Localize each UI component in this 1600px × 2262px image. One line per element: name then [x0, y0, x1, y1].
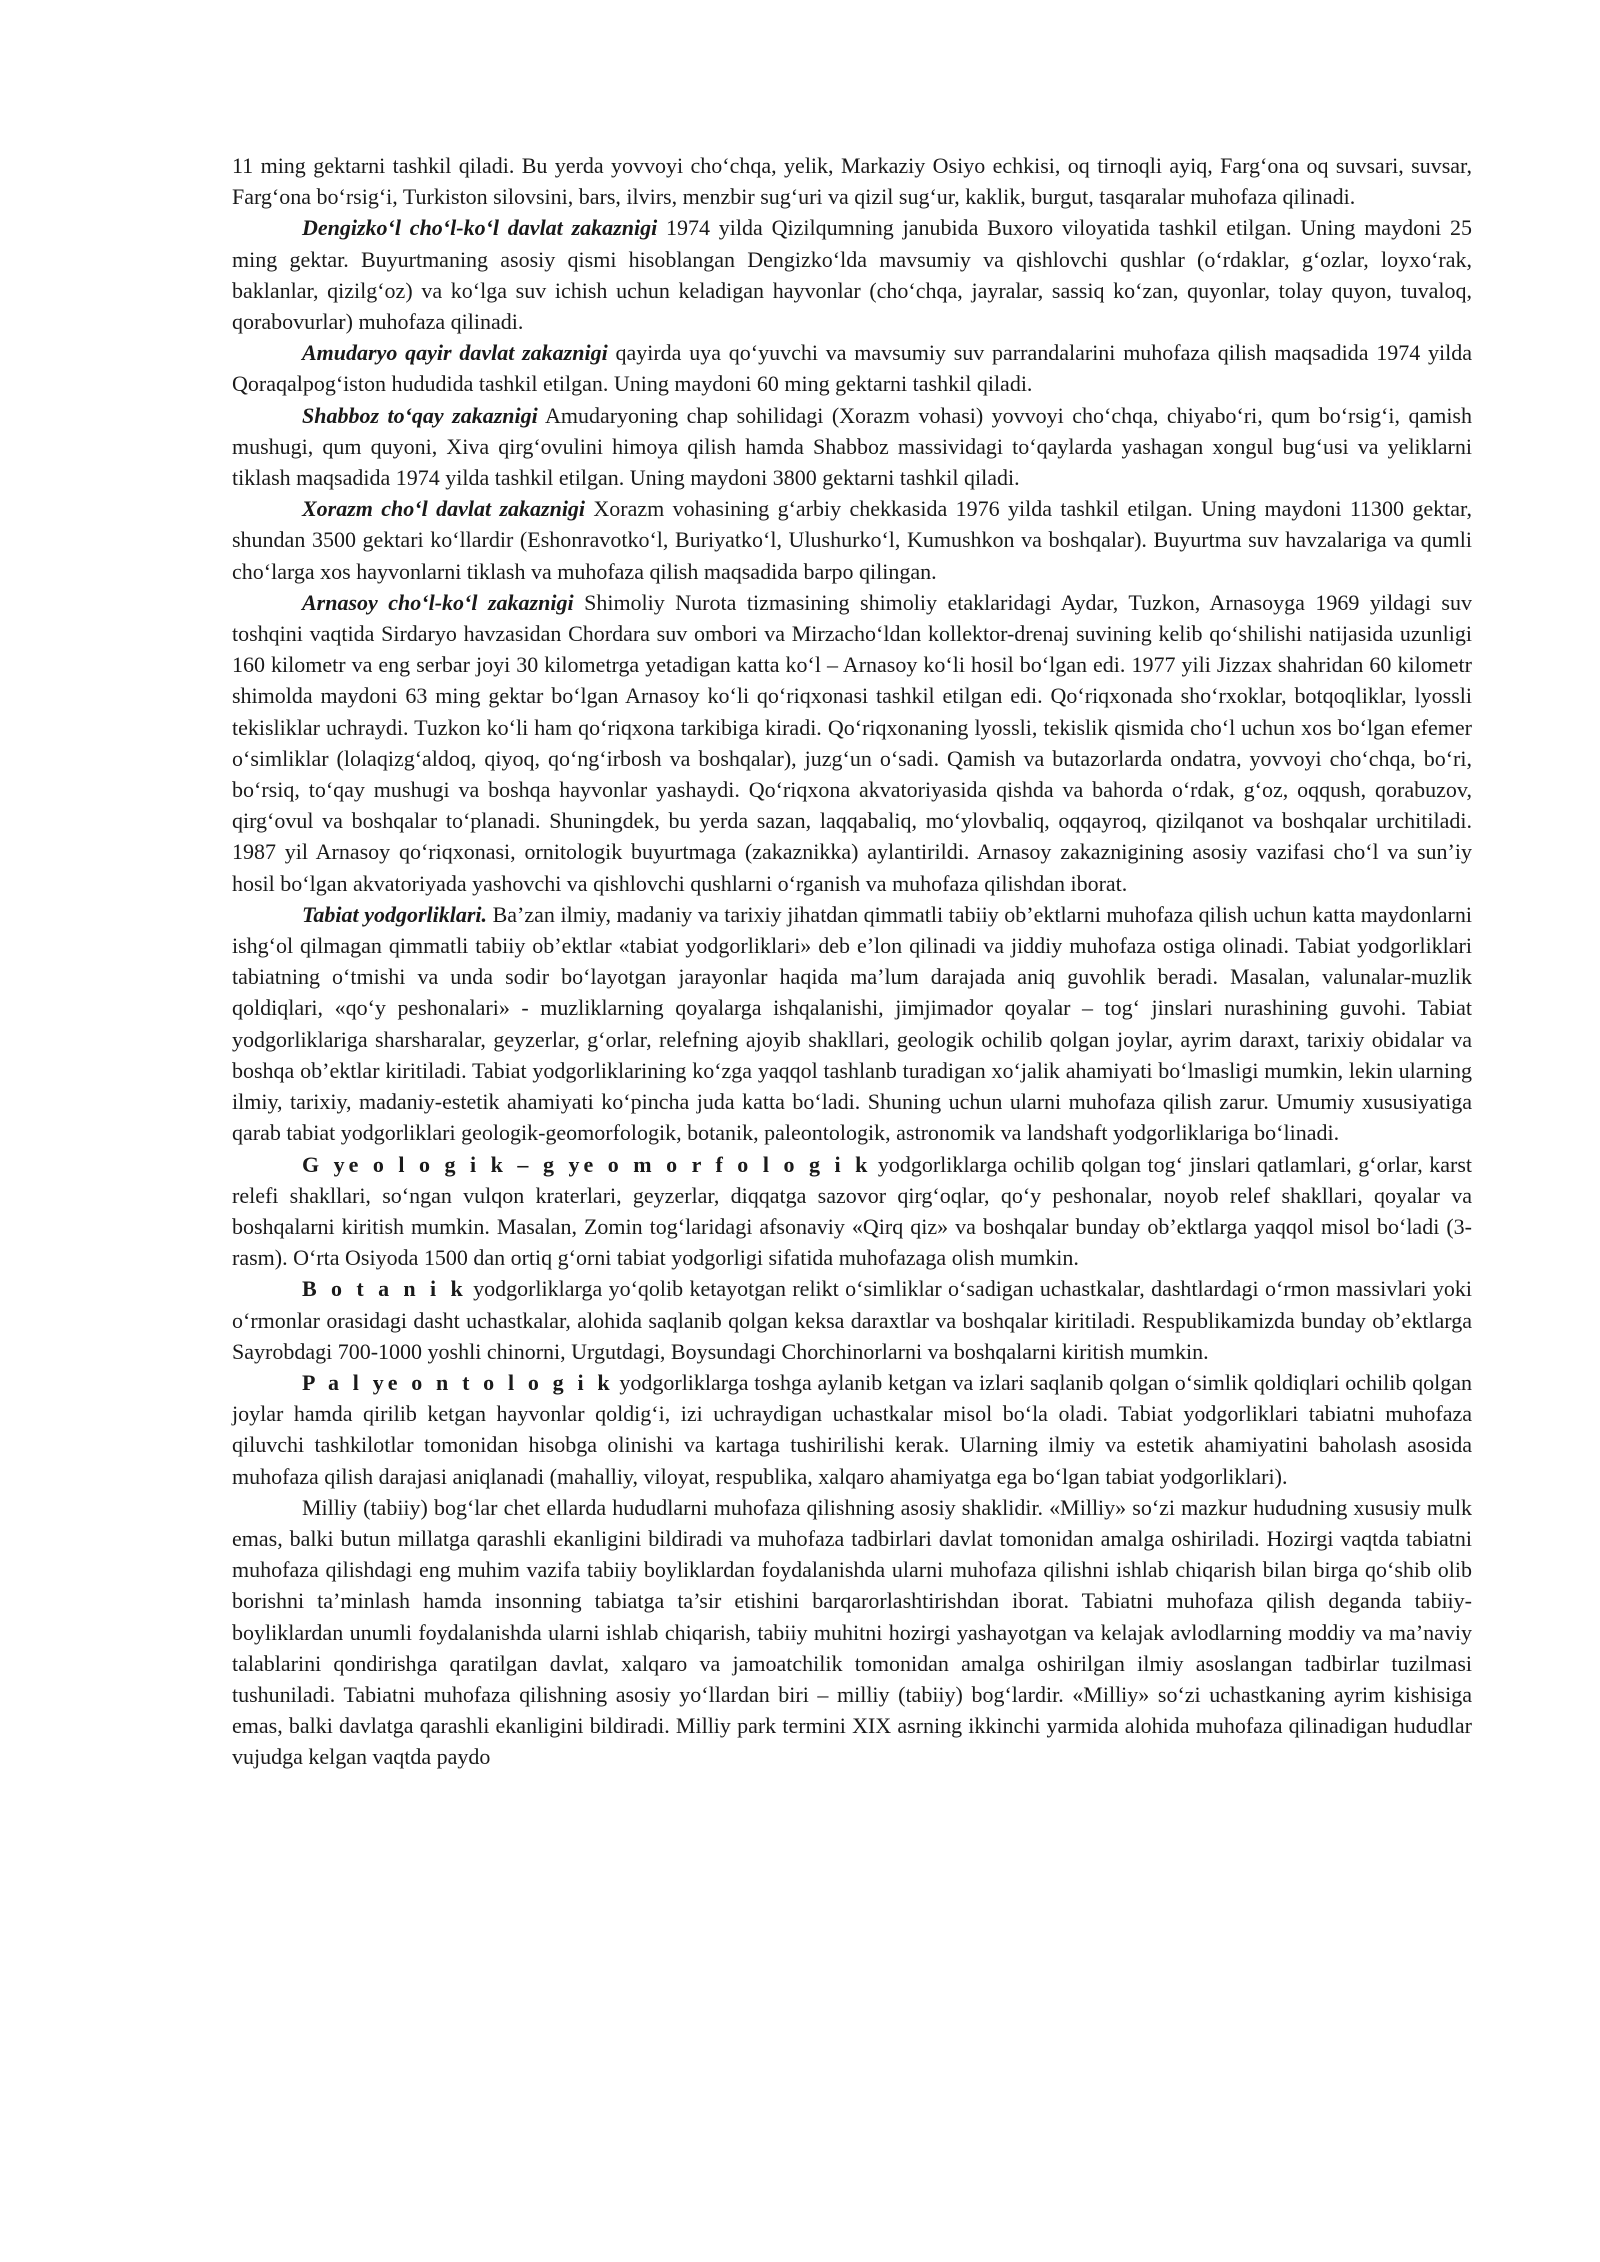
paragraph [232, 899, 1472, 1149]
paragraph-term: B o t a n i k [302, 1276, 467, 1302]
paragraph-text: Xorazm vohasining g‘arbiy chekkasida 1976 yilda tashkil etilgan. Uning maydoni 11300 gektar, shundan 3500 gektari ko‘llardir (Eshonravotko‘l, Buriyatko‘l, Ulushurko‘l, Kumushkon va boshqalar). Buyurtma suv havzalariga va qumli cho‘larga xos hayvonlarni tiklash va muhofaza qilish maqsadida barpo qilingan. [232, 496, 1472, 584]
document-body [232, 150, 1472, 1773]
paragraph-text: qayirda uya qo‘yuvchi va mavsumiy suv parrandalarini muhofaza qilish maqsadida 1974 yilda Qoraqalpog‘iston hududida tashkil etilgan. Uning maydoni 60 ming gektarni tashkil qiladi. [232, 340, 1472, 397]
paragraph-text: Ba’zan ilmiy, madaniy va tarixiy jihatdan qimmatli tabiiy ob’ektlarni muhofaza qilish uchun katta maydonlarni ishg‘ol qilmagan qimmatli tabiiy ob’ektlar «tabiat yodgorliklari» deb e’lon qilinadi va jiddiy muhofaza ostiga olinadi. Tabiat yodgorliklari tabiatning o‘tmishi va unda sodir bo‘layotgan jarayonlar haqida ma’lum darajada aniq guvohlik beradi. Masalan, valunalar-muzlik qoldiqlari, «qo‘y peshonalari» - muzliklarning qoyalarga ishqalanishi, jimjimador qoyalar – tog‘ jinslari nurashining guvohi. Tabiat yodgorliklariga sharsharalar, geyzerlar, g‘orlar, relefning ajoyib shakllari, geologik ochilib qolgan joylar, ayrim daraxt, tarixiy obidalar va boshqa ob’ektlar kiritiladi. Tabiat yodgorliklarining ko‘zga yaqqol tashlanb turadigan xo‘jalik ahamiyati bo‘lmasligi mumkin, lekin ularning ilmiy, tarixiy, madaniy-estetik ahamiyati ko‘pincha juda katta bo‘ladi. Shuning uchun ularni muhofaza qilish zarur. Umumiy xususiyatiga qarab tabiat yodgorliklari geologik-geomorfologik, botanik, paleontologik, astronomik va landshaft yodgorliklariga bo‘linadi. [232, 901, 1472, 1146]
paragraph-term: Shabboz to‘qay zakaznigi [302, 402, 538, 428]
paragraph-text: 11 ming gektarni tashkil qiladi. Bu yerda yovvoyi cho‘chqa, yelik, Markaziy Osiyo echkisi, oq tirnoqli ayiq, Farg‘ona oq suvsari, suvsar, Farg‘ona bo‘rsig‘i, Turkiston silovsini, bars, ilvirs, menzbir sug‘uri va qizil sug‘ur, kaklik, burgut, tasqaralar muhofaza qilinadi. [232, 153, 1472, 210]
paragraph [232, 400, 1472, 494]
paragraph [232, 1149, 1472, 1274]
paragraph [232, 1273, 1472, 1367]
paragraph-term: Arnasoy cho‘l-ko‘l zakaznigi [302, 589, 574, 615]
paragraph-term: P a l ye o n t o l o g i k [302, 1369, 614, 1395]
paragraph-term: Xorazm cho‘l davlat zakaznigi [302, 496, 586, 522]
paragraph-term: G ye o l o g i k – g ye o m o r f o l o g i k [302, 1151, 872, 1177]
paragraph [232, 212, 1472, 337]
paragraph [232, 587, 1472, 899]
paragraph [232, 337, 1472, 399]
paragraph-text: yodgorliklarga ochilib qolgan tog‘ jinslari qatlamlari, g‘orlar, karst relefi shakllari, so‘ngan vulqon kraterlari, geyzerlar, diqqatga sazovor qirg‘oqlar, qo‘y peshonalar, noyob relef shakllari, qoyalar va boshqalarni kiritish mumkin. Masalan, Zomin tog‘laridagi afsonaviy «Qirq qiz» va boshqalar bunday ob’ektlarga yaqqol misol bo‘ladi (3-rasm). O‘rta Osiyoda 1500 dan ortiq g‘orni tabiat yodgorligi sifatida muhofazaga olish mumkin. [232, 1151, 1472, 1271]
paragraph [232, 493, 1472, 587]
paragraph-term: Amudaryo qayir davlat zakaznigi [302, 340, 608, 366]
paragraph-term: Dengizko‘l cho‘l-ko‘l davlat zakaznigi [302, 215, 658, 241]
paragraph [232, 1492, 1472, 1773]
paragraph-text: Shimoliy Nurota tizmasining shimoliy etaklaridagi Aydar, Tuzkon, Arnasoyga 1969 yildagi suv toshqini vaqtida Sirdaryo havzasidan Chordara suv ombori va Mirzacho‘ldan kollektor-drenaj suvining kelib qo‘shilishi natijasida uzunligi 160 kilometr va eng serbar joyi 30 kilometrga yetadigan katta ko‘l – Arnasoy ko‘li hosil bo‘lgan edi. 1977 yili Jizzax shahridan 60 kilometr shimolda maydoni 63 ming gektar bo‘lgan Arnasoy ko‘li qo‘riqxonasi tashkil etilgan edi. Qo‘riqxonada sho‘rxoklar, botqoqliklar, lyossli tekisliklar uchraydi. Tuzkon ko‘li ham qo‘riqxona tarkibiga kiradi. Qo‘riqxonaning lyossli, tekislik qismida cho‘l uchun xos bo‘lgan efemer o‘simliklar (lolaqizg‘aldoq, qiyoq, qo‘ng‘irbosh va boshqalar), juzg‘un o‘sadi. Qamish va butazorlarda ondatra, yovvoyi cho‘chqa, bo‘ri, bo‘rsiq, to‘qay mushugi va boshqa hayvonlar yashaydi. Qo‘riqxona akvatoriyasida qishda va bahorda o‘rdak, g‘oz, oqqush, qorabuzov, qirg‘ovul va boshqalar to‘planadi. Shuningdek, bu yerda sazan, laqqabaliq, mo‘ylovbaliq, oqqayroq, qizilqanot va boshqalar urchitiladi. 1987 yil Arnasoy qo‘riqxonasi, ornitologik buyurtmaga (zakaznikka) aylantirildi. Arnasoy zakaznigining asosiy vazifasi cho‘l va sun’iy hosil bo‘lgan akvatoriyada yashovchi va qishlovchi qushlarni o‘rganish va muhofaza qilishdan iborat. [232, 589, 1472, 896]
paragraph-term: Tabiat yodgorliklari. [302, 901, 488, 927]
paragraph-text: yodgorliklarga toshga aylanib ketgan va izlari saqlanib qolgan o‘simlik qoldiqlari ochilib qolgan joylar hamda qirilib ketgan hayvonlar qoldig‘i, izi uchraydigan uchastkalar misol bo‘la oladi. Tabiat yodgorliklari tabiatni muhofaza qiluvchi tashkilotlar tomonidan hisobga olinishi va kartaga tushirilishi kerak. Ularning ilmiy va estetik ahamiyatini baholash asosida muhofaza qilish darajasi aniqlanadi (mahalliy, viloyat, respublika, xalqaro ahamiyatga ega bo‘lgan tabiat yodgorliklari). [232, 1369, 1472, 1489]
paragraph [232, 150, 1472, 212]
paragraph-text: Milliy (tabiiy) bog‘lar chet ellarda hududlarni muhofaza qilishning asosiy shaklidir. «Milliy» so‘zi mazkur hududning xususiy mulk emas, balki butun millatga qarashli ekanligini bildiradi va muhofaza tadbirlari davlat tomonidan amalga oshiriladi. Hozirgi vaqtda tabiatni muhofaza qilishdagi eng muhim vazifa tabiiy boyliklardan foydalanishda ularni muhofaza qilishni ishlab chiqarish bilan birga qo‘shib olib borishni ta’minlash hamda insonning tabiatga ta’sir etishini barqarorlashtirishdan iborat. Tabiatni muhofaza qilish deganda tabiiy-boyliklardan unumli foydalanishda ularni ishlab chiqarish, tabiiy muhitni hozirgi yashayotgan va kelajak avlodlarning moddiy va ma’naviy talablarini qondirishga qaratilgan davlat, xalqaro va jamoatchilik tomonidan amalga oshirilgan ilmiy asoslangan tadbirlar tuzilmasi tushuniladi. Tabiatni muhofaza qilishning asosiy yo‘llardan biri – milliy (tabiiy) bog‘lardir. «Milliy» so‘zi uchastkaning ayrim kishisiga emas, balki davlatga qarashli ekanligini bildiradi. Milliy park termini XIX asrning ikkinchi yarmida alohida muhofaza qilinadigan hududlar vujudga kelgan vaqtda paydo [232, 1494, 1472, 1770]
paragraph [232, 1367, 1472, 1492]
paragraph-text: Amudaryoning chap sohilidagi (Xorazm vohasi) yovvoyi cho‘chqa, chiyabo‘ri, qum bo‘rsig‘i, qamish mushugi, qum quyoni, Xiva qirg‘ovulini himoya qilish hamda Shabboz massividagi to‘qaylarda yashagan xongul bug‘usi va yeliklarni tiklash maqsadida 1974 yilda tashkil etilgan. Uning maydoni 3800 gektarni tashkil qiladi. [232, 402, 1472, 491]
paragraph-text: yodgorliklarga yo‘qolib ketayotgan relikt o‘simliklar o‘sadigan uchastkalar, dashtlardagi o‘rmon massivlari yoki o‘rmonlar orasidagi dasht uchastkalar, alohida saqlanib qolgan keksa daraxtlar va boshqalar kiritiladi. Respublikamizda bunday ob’ektlarga Sayrobdagi 700-1000 yoshli chinorni, Urgutdagi, Boysundagi Chorchinorlarni va boshqalarni kiritish mumkin. [232, 1276, 1472, 1364]
paragraph-text: 1974 yilda Qizilqumning janubida Buxoro viloyatida tashkil etilgan. Uning maydoni 25 ming gektar. Buyurtmaning asosiy qismi hisoblangan Dengizko‘lda mavsumiy va qishlovchi qushlar (o‘rdaklar, g‘ozlar, loyxo‘rak, baklanlar, qizilg‘oz) va ko‘lga suv ichish uchun keladigan hayvonlar (cho‘chqa, jayralar, sassiq ko‘zan, quyonlar, tolay quyon, tuvaloq, qorabovurlar) muhofaza qilinadi. [232, 215, 1472, 335]
